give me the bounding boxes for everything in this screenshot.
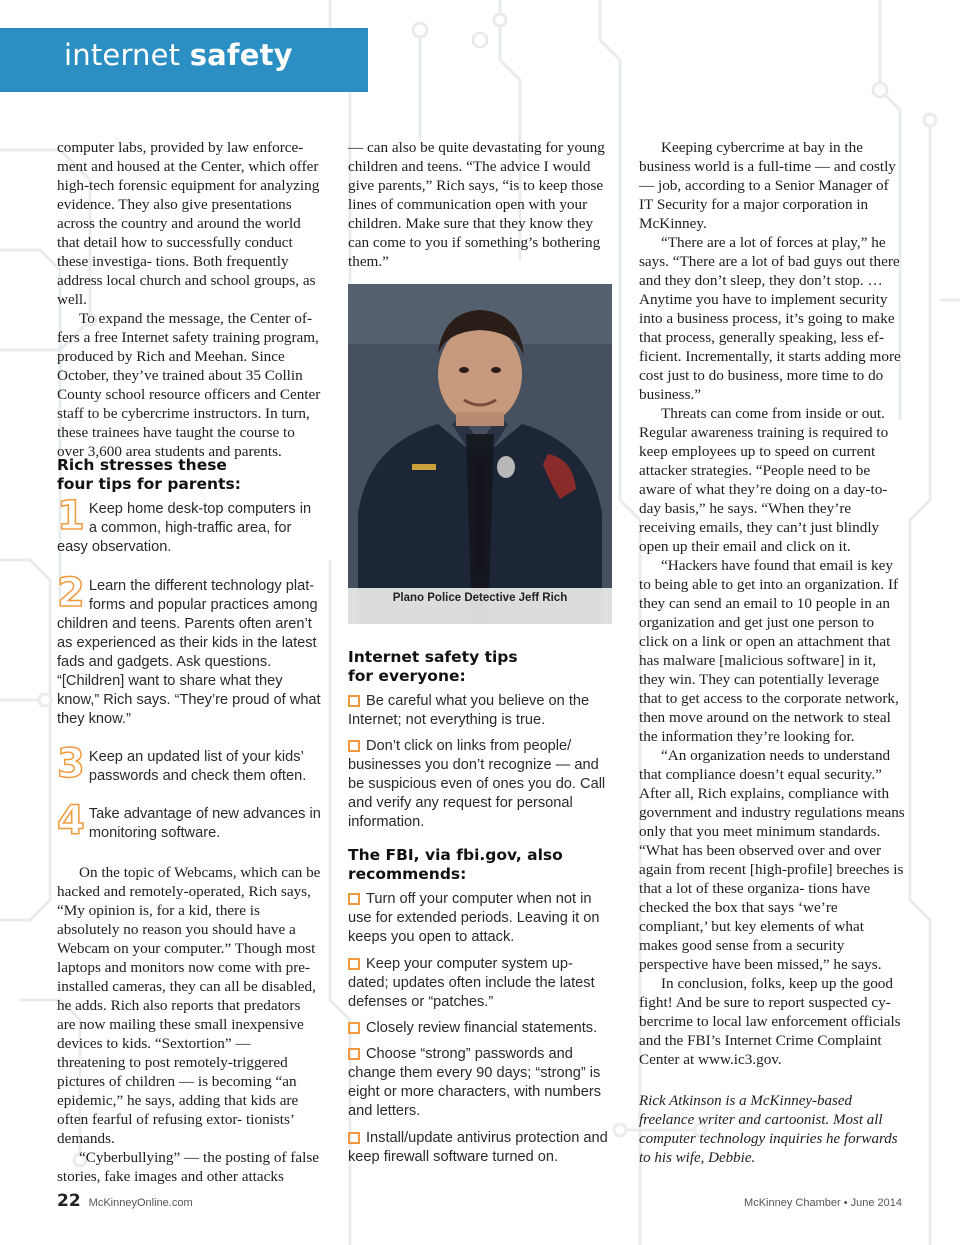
col1-paragraph-2: To expand the message, the Center of- fers a free Internet safety training program, produced by Rich and Meehan. Since October, they’ve trained about 35 Collin County school resource officers and Center staff to be cybercrime instructors. In turn, these trainees have taught the course to over 3,600 area students and parents. <box>57 310 321 460</box>
checkbox-icon <box>348 893 360 905</box>
column-1 <box>57 138 322 461</box>
fbi-tip <box>348 955 612 1012</box>
tip-text: Keep your computer system up- dated; updates often include the latest defenses or “patches.” <box>348 956 595 1010</box>
col1-paragraph-3: On the topic of Webcams, which can be hacked and remotely-operated, Rich says, “My opinion is, for a kid, there is absolutely no reason you should have a Webcam on your computer.” Though most laptops and monitors now come with pre-installed cameras, they can all be disabled, he adds. Rich also reports that predators are now mailing these small inexpensive devices to kids. “Sextortion” — threatening to post remotely-triggered pictures of children — is becoming “an epidemic,” he says, adding that kids are often fearful of refusing extor- tionists’ demands. <box>57 864 321 1147</box>
detective-photo <box>348 284 612 624</box>
col1-paragraph-4: “Cyberbullying” — the posting of false stories, fake images and other attacks <box>57 1149 319 1185</box>
fbi-tips-heading-line-1: The FBI, via fbi.gov, also <box>348 846 563 864</box>
column-1-continued <box>57 863 322 1186</box>
footer-left <box>57 1191 193 1211</box>
everyone-tips-heading-line-1: Internet safety tips <box>348 648 518 666</box>
checkbox-icon <box>348 1132 360 1144</box>
tip-text: Don’t click on links from people/ businesses you don’t recognize — and be suspicious even of ones you do. Call and verify any request for personal information. <box>348 738 606 830</box>
checkbox-icon <box>348 1048 360 1060</box>
tip-text: Be careful what you believe on the Internet; not everything is true. <box>348 693 590 728</box>
tip-number: 4 <box>57 798 85 844</box>
tip-number: 3 <box>57 741 85 787</box>
col3-paragraph-5: “An organization needs to understand that compliance doesn’t equal security.” After all, Rich explains, compliance with government and industry regulations means only that you meet minimum standards. “What has been observed over and over again from recent [high-profile] breeches is that a lot of these organiza- tions have checked the box that says ‘we’re compliant,’ but key elements of what makes good sense from a security perspective have been missed,” he says. <box>639 747 905 973</box>
section-title-light: internet <box>64 38 190 72</box>
tip-text: Take advantage of new advances in monitoring software. <box>88 806 321 841</box>
parent-tips-list <box>57 493 322 850</box>
footer-date: June 2014 <box>850 1197 902 1209</box>
tip-text: Closely review financial statements. <box>366 1020 598 1036</box>
col2-paragraph-1: — can also be quite devastating for young children and teens. “The advice I would give parents,” Rich says, “is to keep those lines of communication open with your children. Make sure that they know they can come to you if something’s bothering them.” <box>348 139 605 270</box>
parent-tip <box>57 493 322 557</box>
fbi-tips-heading-line-2: recommends: <box>348 865 467 883</box>
everyone-tip <box>348 737 612 832</box>
fbi-tip <box>348 890 612 947</box>
fbi-tip <box>348 1129 612 1167</box>
tip-text: Keep home desk-top computers in a common, high-traffic area, for easy observation. <box>57 501 312 555</box>
parent-tip <box>57 570 322 729</box>
everyone-tips-heading-line-2: for everyone: <box>348 667 466 685</box>
column-3 <box>639 138 905 1069</box>
fbi-tips-list <box>348 890 612 1180</box>
checkbox-icon <box>348 740 360 752</box>
tip-text: Keep an updated list of your kids’ passwords and check them often. <box>88 749 307 784</box>
everyone-tips-heading <box>348 648 612 686</box>
section-title-bold: safety <box>189 38 293 72</box>
author-bio <box>639 1092 905 1168</box>
parent-tip <box>57 741 322 787</box>
col3-paragraph-3: Threats can come from inside or out. Regular awareness training is required to keep employees up to speed on current attacker strategies. “People need to be aware of what they’re doing on a day-to- day basis,” he says. “When they’re receiving emails, they can’t just blindly open up their email and click on it. <box>639 405 889 555</box>
col1-paragraph-1: computer labs, provided by law enforce- ment and housed at the Center, which offer high-tech forensic equipment for analyzing evidence. They also give presentations across the country and around the world that detail how to successfully conduct these investiga- tions. Both frequently address local church and school groups, as well. <box>57 139 320 308</box>
footer-bullet: • <box>843 1197 848 1209</box>
tip-text: Install/update antivirus protection and keep firewall software turned on. <box>348 1130 608 1165</box>
footer-site: McKinneyOnline.com <box>88 1197 193 1209</box>
column-2 <box>348 138 612 271</box>
page-number: 22 <box>57 1191 81 1211</box>
fbi-tip <box>348 1019 612 1038</box>
parent-tips-heading-line-2: four tips for parents: <box>57 475 241 493</box>
checkbox-icon <box>348 695 360 707</box>
footer-publication: McKinney Chamber <box>744 1197 841 1209</box>
tip-number: 1 <box>57 493 85 539</box>
parent-tips-heading <box>57 456 322 494</box>
photo-illustration <box>348 284 612 624</box>
col3-paragraph-4: “Hackers have found that email is key to being able to get into an organization. If they can send an email to 10 people in an organization and get just one person to click on a link or open an attachment that has malware [malicious software] in it, they win. They can potentially leverage that to get access to the corporate network, then move around on the network to steal the information they’re looking for. <box>639 557 899 745</box>
author-bio-text: Rick Atkinson is a McKinney-based freelance writer and cartoonist. Most all computer technology inquiries he forwards to his wife, Debbie. <box>639 1093 898 1166</box>
fbi-tip <box>348 1045 612 1121</box>
col3-paragraph-1: Keeping cybercrime at bay in the business world is a full-time — and costly — job, according to a Senior Manager of IT Security for a major corporation in McKinney. <box>639 139 896 232</box>
footer-right <box>744 1197 902 1209</box>
col3-paragraph-6: In conclusion, folks, keep up the good fight! And be sure to report suspected cy- bercrime to local law enforcement officials and the FBI’s Internet Crime Complaint Center at www.ic3.gov. <box>639 975 901 1068</box>
everyone-tip <box>348 692 612 730</box>
fbi-tips-heading <box>348 846 612 884</box>
tip-text: Turn off your computer when not in use for extended periods. Leaving it on keeps you open to attack. <box>348 891 600 945</box>
section-title <box>64 38 293 72</box>
photo-caption <box>348 588 612 624</box>
tip-text: Learn the different technology plat- forms and popular practices among children and teens. Parents often aren’t as experienced as their kids in the latest fads and gadgets. Ask questions. “[Children] want to share what they know,” Rich says. “They’re proud of what they know.” <box>57 578 321 727</box>
parent-tips-heading-line-1: Rich stresses these <box>57 456 227 474</box>
checkbox-icon <box>348 958 360 970</box>
checkbox-icon <box>348 1022 360 1034</box>
everyone-tips-list <box>348 692 612 842</box>
section-banner <box>0 28 368 92</box>
col3-paragraph-2: “There are a lot of forces at play,” he says. “There are a lot of bad guys out there and they don’t sleep, they don’t stop. … Anytime you have to implement security into a business process, it’s going to make that process, generally speaking, less ef- ficient. Incrementally, it starts adding more cost just to do business, more time to do business.” <box>639 234 901 403</box>
tip-number: 2 <box>57 570 85 616</box>
parent-tip <box>57 798 322 844</box>
photo-caption-text: Plano Police Detective Jeff Rich <box>392 592 568 604</box>
tip-text: Choose “strong” passwords and change them every 90 days; “strong” is eight or more characters, with numbers and letters. <box>348 1046 602 1119</box>
